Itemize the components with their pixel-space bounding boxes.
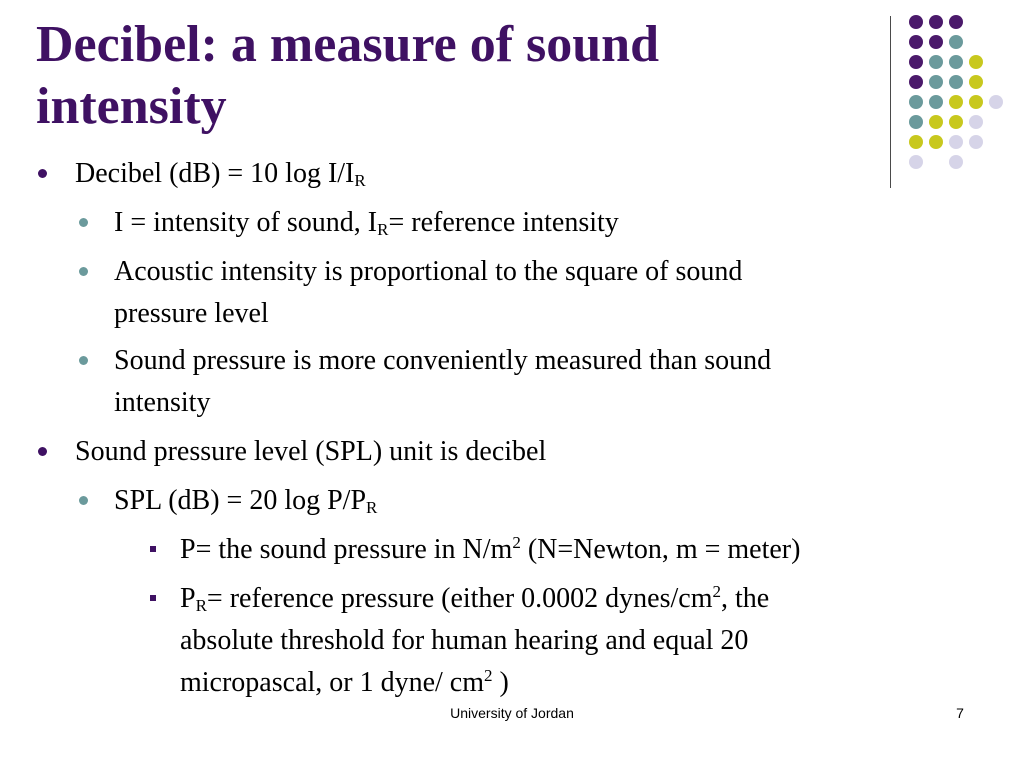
bullet-acoustic-intensity-line2: pressure level	[114, 298, 269, 329]
bullet-dot	[38, 447, 47, 456]
bullet-reference-pressure-line3: micropascal, or 1 dyne/ $cm^2$ )	[180, 666, 509, 698]
bullet-dot	[79, 496, 88, 505]
bullet-dot	[79, 267, 88, 276]
slide-page-number: 7	[956, 705, 964, 721]
bullet-spl-unit: Sound pressure level (SPL) unit is decibel	[75, 436, 547, 467]
bullet-pressure-definition: P= the sound pressure in $N/m^2$ (N=Newton, m = meter)	[180, 533, 801, 565]
slide-footer: University of Jordan	[450, 705, 574, 721]
bullet-sound-pressure-line1: Sound pressure is more conveniently measured than sound	[114, 345, 772, 376]
bullet-dot	[79, 356, 88, 365]
bullet-decibel-formula: Decibel (dB) = 10 $\log I/I_R$	[75, 158, 366, 190]
bullet-square	[150, 595, 156, 601]
bullet-dot	[38, 169, 47, 178]
bullet-intensity-definition: I = intensity of sound, $I_R=$ reference intensity	[114, 207, 619, 239]
slide-title-line2: intensity	[36, 78, 227, 135]
bullet-dot	[79, 218, 88, 227]
bullet-square	[150, 546, 156, 552]
bullet-reference-pressure-line1: $P_R=$ reference pressure (either 0.0002 dynes/$cm^2$, the	[180, 582, 770, 615]
bullet-reference-pressure-line2: absolute threshold for human hearing and equal 20	[180, 625, 749, 656]
bullet-acoustic-intensity-line1: Acoustic intensity is proportional to the square of sound	[114, 256, 743, 287]
bullet-spl-formula: SPL (dB) = 20 $\log P/P_R$	[114, 485, 378, 517]
bullet-sound-pressure-line2: intensity	[114, 387, 211, 418]
slide-title-line1: Decibel: a measure of sound	[36, 16, 660, 73]
